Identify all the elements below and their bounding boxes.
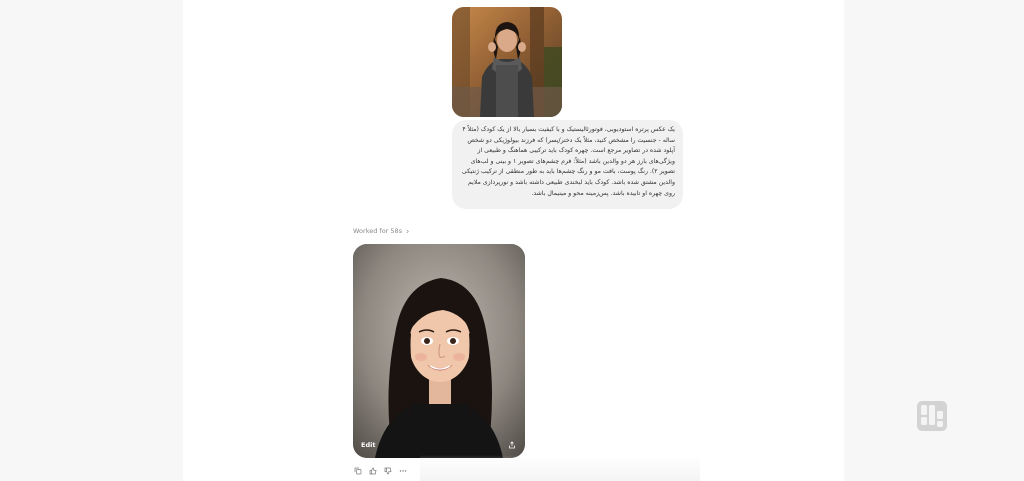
share-icon xyxy=(508,441,516,449)
worked-for-toggle[interactable] xyxy=(353,227,410,235)
worked-for-label: Worked for 58s xyxy=(353,227,403,235)
chevron-right-icon xyxy=(405,229,410,234)
more-icon xyxy=(399,467,407,475)
user-uploaded-image[interactable] xyxy=(452,7,562,117)
edit-button[interactable]: Edit xyxy=(361,441,376,449)
dislike-button[interactable] xyxy=(383,466,392,475)
share-button[interactable] xyxy=(506,439,518,451)
app-widget-icon xyxy=(914,398,950,434)
copy-button[interactable] xyxy=(353,466,362,475)
uploaded-photo-woman xyxy=(452,7,562,117)
app-widget-button[interactable] xyxy=(914,398,950,434)
message-actions xyxy=(353,466,407,475)
generated-portrait-child xyxy=(353,244,525,458)
more-options-button[interactable] xyxy=(398,466,407,475)
thumbs-up-icon xyxy=(369,467,377,475)
thumbs-down-icon xyxy=(384,467,392,475)
generated-image[interactable] xyxy=(353,244,525,458)
copy-icon xyxy=(354,467,362,475)
like-button[interactable] xyxy=(368,466,377,475)
user-message-text: یک عکس پرتره استودیویی، فوتورئالیستیک و با کیفیت بسیار بالا از یک کودک (مثلاً ۴ ساله - جنسیت را مشخص کنید، مثلاً یک دختر/پسر) که فرزند بیولوژیکی دو شخص آپلود شده در تصاویر مرجع است. چهره کودک باید ترکیبی هماهنگ و طبیعی از ویژگی‌های بارز هر دو والدین باشد (مثلاً: فرم چشم‌های تصویر ۱ و بینی و لب‌های تصویر ۲). رنگ پوست، بافت مو و رنگ چشم‌ها باید به طور منطقی از ترکیب ژنتیکی والدین مشتق شده باشد. کودک باید لبخندی طبیعی داشته باشد و نورپردازی ملایم روی چهره او تابیده باشد. پس‌زمینه محو و مینیمال باشد. xyxy=(461,126,675,197)
user-message xyxy=(452,120,683,209)
composer-fade xyxy=(420,455,700,481)
